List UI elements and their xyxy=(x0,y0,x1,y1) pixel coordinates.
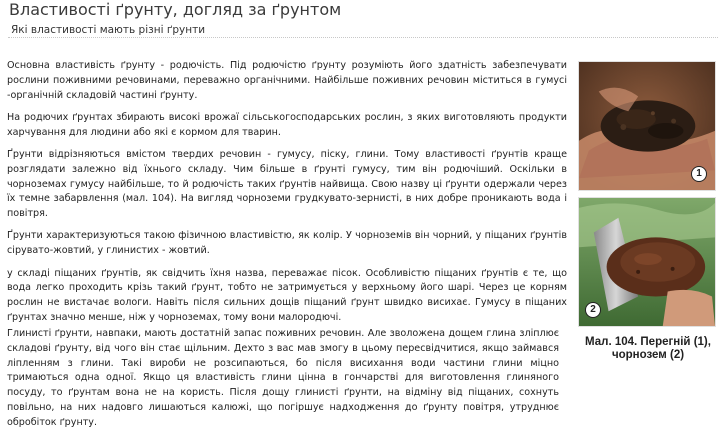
paragraph-clay-soils: Глинисті ґрунти, навпаки, мають достатній запас поживних речовин. Але зволожена дощем глина злiплює складові ґрунту, від чого він стає щільним. Дехто з вас мав змогу в цьому пересвідчитися, якщо займався ліпленням з глини. Такі вироби не розсипаються, бо після висихання води частини глини міцно тримаються одна одної. Якщо ця властивість глини цінна в гончарстві для виготовлення глиняного посуду, то ґрунтам вона не на користь. Після дощу глинисті ґрунти, на відміну від піщаних, сохнуть повільно, на них надовго лишаються калюжі, що погіршує надходження до ґрунту повітря, утруднює обробіток ґрунту. xyxy=(7,328,559,427)
paragraph-composition: Ґрунти відрізняються вмістом твердих речовин - гумусу, піску, глини. Тому властивості ґрунтів краще розглядати залежно від їхнього складу. Чим більше в ґрунті гумусу, тим він родючіший. Оскільки в чорноземах гумусу найбільше, то й родючість таких ґрунтів найвища. Свою назву ці ґрунти одержали через їх темне забарвлення (мал. 104). На вигляд чорноземи грудкувато-зернисті, в них добре проникають вода і повітря. xyxy=(7,148,567,220)
figure-number-2: 2 xyxy=(590,304,596,315)
figure-caption: Мал. 104. Перегній (1), чорнозем (2) xyxy=(585,336,711,361)
page-title: Властивості ґрунту, догляд за ґрунтом xyxy=(9,0,342,19)
paragraph-fertility: Основна властивість ґрунту - родючість. Під родючістю ґрунту розуміють його здатність забезпечувати рослини поживними речовинами, переважно органічними. Найбільше поживних речовин міститься в гумусі -органічній складовій частині ґрунту. xyxy=(7,60,567,101)
figure-number-badge xyxy=(585,302,601,318)
paragraph-harvest: На родючих ґрунтах збирають високі врожаї сільськогосподарських рослин, з яких виготовляють продукти харчування для людини або які є кормом для тварин. xyxy=(7,111,567,138)
title-divider xyxy=(8,37,718,38)
article-body xyxy=(7,59,567,326)
figure-number-1: 1 xyxy=(696,168,702,179)
paragraph-sandy-soils: у складі піщаних ґрунтів, як свідчить їхня назва, переважає пісок. Особливістю піщаних ґрунтів є те, що вода легко проходить крізь такий ґрунт, тобто не затримується у верхньому його шарі. Через це корням рослин не вистачає вологи. Навіть після сильних дощів піщаний ґрунт швидко висихає. Гумусу в піщаних ґрунтах значно менше, ніж у чорноземах, тому вони малородючі. xyxy=(7,267,567,323)
figure-humus-photo xyxy=(578,61,716,191)
paragraph-color: Ґрунти характеризуються такою фізичною властивістю, як колір. У чорноземів він чорний, у піщаних ґрунтів сірувато-жовтий, у глинистих - жовтий. xyxy=(7,230,567,257)
page-subtitle: Які властивості мають різні ґрунти xyxy=(11,24,206,36)
figure-chernozem-photo xyxy=(578,197,716,327)
figure-number-badge xyxy=(691,166,707,182)
